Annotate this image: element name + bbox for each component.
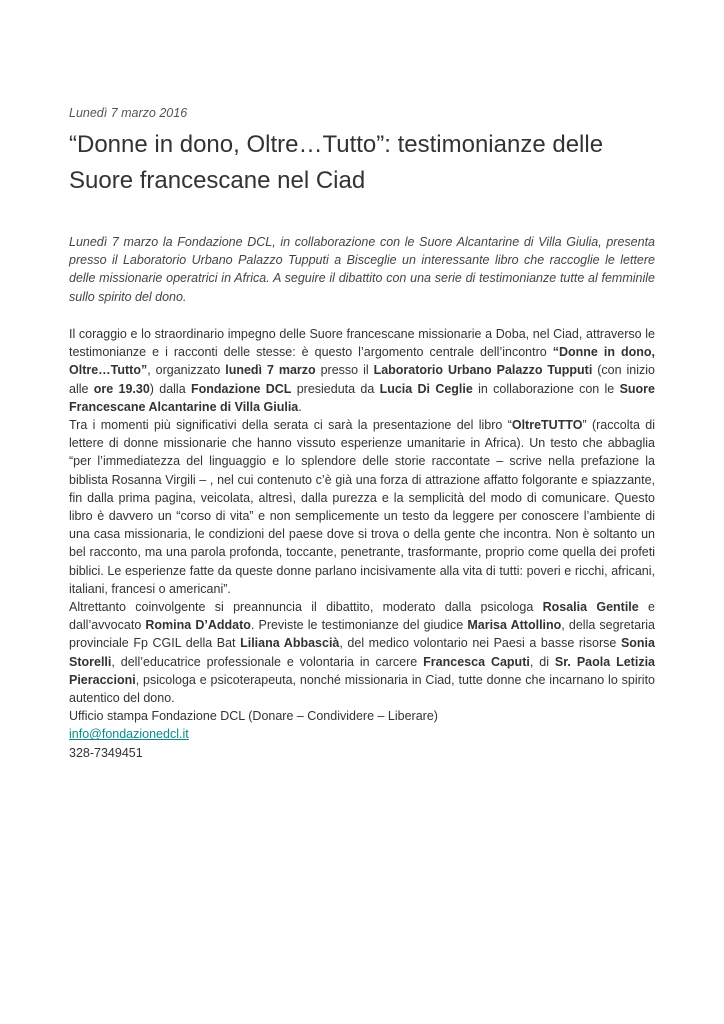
press-office: Ufficio stampa Fondazione DCL (Donare – Condividere – Liberare) bbox=[69, 709, 438, 724]
contact-phone: 328-7349451 bbox=[69, 745, 143, 760]
article-date: Lunedì 7 marzo 2016 bbox=[69, 106, 188, 120]
article-title: “Donne in dono, Oltre…Tutto”: testimonianze delle Suore francescane nel Ciad bbox=[69, 131, 604, 194]
article-lead: Lunedì 7 marzo la Fondazione DCL, in collaborazione con le Suore Alcantarine di Villa Giulia, presenta presso il Laboratorio Urbano Palazzo Tupputi a Bisceglie un interessante libro che raccoglie le lettere delle missionarie operatrici in Africa. A seguire il dibattito con una serie di testimonianze tutte al femminile sullo spirito del dono. bbox=[69, 235, 655, 304]
paragraph-debate: Altrettanto coinvolgente si preannuncia il dibattito, moderato dalla psicologa Rosalia Gentile e dall’avvocato Romina D’Addato. Previste le testimonianze del giudice Marisa Attollino, della segretaria provinciale Fp CGIL della Bat Liliana Abbascià, del medico volontario nei Paesi a basse risorse Sonia Storelli, dell’educatrice professionale e volontaria in carcere Francesca Caputi, di Sr. Paola Letizia Pieraccioni, psicologa e psicoterapeuta, nonché missionaria in Ciad, tutte donne che incarnano lo spirito autentico del dono. bbox=[69, 600, 655, 706]
paragraph-event: Il coraggio e lo straordinario impegno delle Suore francescane missionarie a Doba, nel Ciad, attraverso le testimonianze e i racconti delle stesse: è questo l’argomento centrale dell’incontro “Donne in dono, Oltre…Tutto”, organizzato lunedì 7 marzo presso il Laboratorio Urbano Palazzo Tupputi (con inizio alle ore 19.30) dalla Fondazione DCL presieduta da Lucia Di Ceglie in collaborazione con le Suore Francescane Alcantarine di Villa Giulia. bbox=[69, 327, 655, 414]
email-link[interactable]: info@fondazionedcl.it bbox=[69, 727, 189, 742]
contact-email-line bbox=[69, 725, 655, 743]
paragraph-book: Tra i momenti più significativi della serata ci sarà la presentazione del libro “OltreTUTTO” (raccolta di lettere di donne missionarie che hanno vissuto esperienze umanitarie in Africa). Un testo che abbaglia “per l’immediatezza del linguaggio e lo splendore delle storie raccontate – scrive nella prefazione la biblista Rosanna Virgili – , nel cui contenuto c’è già una forza di attrazione affatto folgorante e spiazzante, fin dalla prima pagina, veicolata, altresì, dalla purezza e la semplicità del modo di comunicare. Questo libro è davvero un “corso di vita” e non semplicemente un testo da leggere per conoscere l’ambiente di una casa missionaria, le condizioni del paese dove si trova o della gente che incontra. Non è soltanto un bel racconto, ma una parola profonda, toccante, penetrante, trasformante, proprio come quella dei profeti biblici. Le esperienze fatte da queste donne parlano incisivamente alla vita di tutti: poveri e ricchi, africani, italiani, francesi o americani”. bbox=[69, 418, 655, 596]
article-body bbox=[69, 325, 655, 762]
